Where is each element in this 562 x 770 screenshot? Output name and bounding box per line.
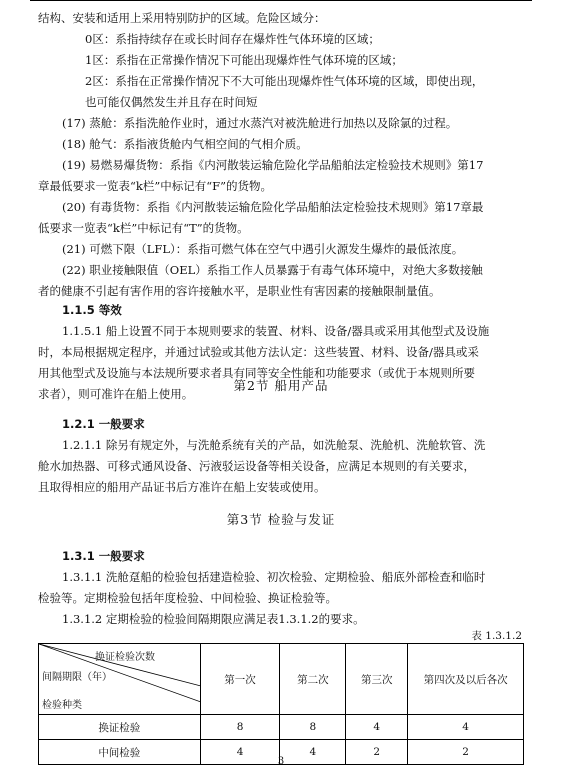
text-line: 1.2.1.1 除另有规定外，与洗舱系统有关的产品，如洗舱泵、洗舱机、洗舱软管、洗 <box>62 438 486 452</box>
heading-1-3-1: 1.3.1 一般要求 <box>62 549 145 563</box>
text-line: 舱水加热器、可移式通风设备、污液驳运设备等相关设备，应满足本规则的有关要求， <box>38 459 475 473</box>
table-cell: 8 <box>200 715 280 740</box>
section-3-heading: 第3节 检验与发证 <box>226 512 336 527</box>
text-line: (18) 舱气：系指液货舱内气相空间的气相介质。 <box>62 137 308 151</box>
text-line: 也可能仅偶然发生并且存在时间短 <box>85 95 258 109</box>
text-line: 1.1.5.1 船上设置不同于本规则要求的装置、材料、设备/器具或采用其他型式及设施 <box>62 324 490 338</box>
text-line: 检验等。定期检验包括年度检验、中间检验、换证检验等。 <box>38 591 337 605</box>
table-cell: 8 <box>280 715 346 740</box>
text-line: 章最低要求一览表“k栏”中标记有“F”的货物。 <box>38 179 272 193</box>
table-cell: 4 <box>280 740 346 765</box>
table-caption: 表 1.3.1.2 <box>471 630 522 642</box>
definitions-block <box>38 8 526 302</box>
diagonal-header-cell <box>39 644 201 715</box>
heading-1-2-1: 1.2.1 一般要求 <box>62 417 145 431</box>
text-line: 且取得相应的船用产品证书后方准许在船上安装或使用。 <box>38 480 326 494</box>
text-line: 用其他型式及设施与本法规所要求者具有同等安全性能和功能要求（或优于本规则所要 <box>38 366 475 380</box>
text-line: 时，本局根据规定程序，并通过试验或其他方法认定：这些装置、材料、设备/器具或采 <box>38 345 479 359</box>
text-line: 者的健康不引起有害作用的容许接触水平，是职业性有害因素的接触限制量值。 <box>38 284 441 298</box>
column-header: 第三次 <box>346 644 408 715</box>
table-cell: 2 <box>408 740 524 765</box>
text-line: 结构、安装和适用上采用特别防护的区域。危险区域分： <box>38 11 326 25</box>
text-line: 1.3.1.1 洗舱趸船的检验包括建造检验、初次检验、定期检验、船底外部检查和临时 <box>62 570 486 584</box>
text-line: 2区：系指在正常操作情况下不大可能出现爆炸性气体环境的区域，即使出现， <box>85 74 484 88</box>
table-cell: 4 <box>346 715 408 740</box>
text-line: (19) 易燃易爆货物：系指《内河散装运输危险化学品船舶法定检验技术规则》第17 <box>62 158 484 172</box>
table-header-row <box>39 644 524 715</box>
section-1-3-1 <box>38 546 526 630</box>
inspection-interval-table <box>38 643 524 765</box>
text-line: (21) 可燃下限（LFL）：系指可燃气体在空气中遇引火源发生爆炸的最低浓度。 <box>62 242 464 256</box>
section-1-2-1 <box>38 414 526 498</box>
table-cell: 4 <box>408 715 524 740</box>
column-header: 第四次及以后各次 <box>408 644 524 715</box>
text-line: (20) 有毒货物：系指《内河散装运输危险化学品船舶法定检验技术规则》第17章最 <box>62 200 484 214</box>
text-line: (22) 职业接触限值（OEL）系指工作人员暴露于有毒气体环境中，对绝大多数接触 <box>62 263 483 277</box>
text-line: 0区：系指持续存在或长时间存在爆炸性气体环境的区域； <box>85 32 380 46</box>
text-line: 1区：系指在正常操作情况下可能出现爆炸性气体环境的区域； <box>85 53 403 67</box>
text-line: (17) 蒸舱：系指洗舱作业时，通过水蒸汽对被洗舱进行加热以及除氯的过程。 <box>62 116 458 130</box>
row-label: 换证检验 <box>39 715 201 740</box>
section-2-heading: 第2节 船用产品 <box>233 378 329 393</box>
table-cell: 2 <box>346 740 408 765</box>
table-cell: 4 <box>200 740 280 765</box>
top-rule <box>30 0 532 1</box>
text-line: 低要求一览表“k栏”中标记有“T”的货物。 <box>38 221 249 235</box>
corner-label-top: 换证检验次数 <box>95 652 155 663</box>
corner-label-bottom: 检验种类 <box>42 700 82 711</box>
text-line: 求者），则可准许在船上使用。 <box>38 387 194 401</box>
table-row <box>39 715 524 740</box>
row-label: 中间检验 <box>39 740 201 765</box>
page-number: 3 <box>277 756 285 767</box>
heading-1-1-5: 1.1.5 等效 <box>62 303 122 317</box>
text-line: 1.3.1.2 定期检验的检验间隔期限应满足表1.3.1.2的要求。 <box>62 612 365 626</box>
corner-label-mid: 间隔期限（年） <box>42 672 112 683</box>
column-header: 第二次 <box>280 644 346 715</box>
column-header: 第一次 <box>200 644 280 715</box>
